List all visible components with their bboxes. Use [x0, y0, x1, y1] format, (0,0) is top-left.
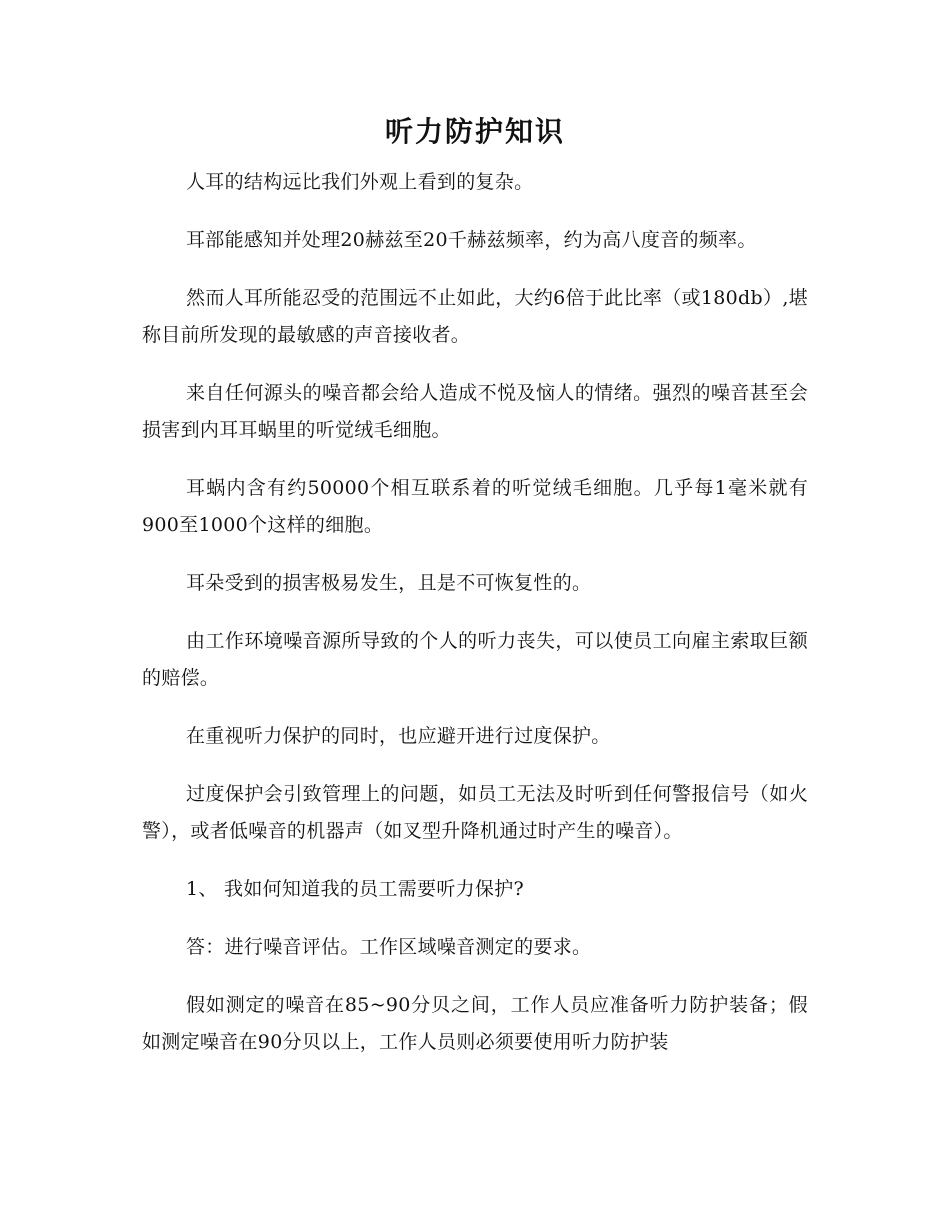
document-body [142, 164, 808, 1082]
paragraph: 人耳的结构远比我们外观上看到的复杂。 [186, 171, 534, 193]
paragraph: 然而人耳所能忍受的范围远不止如此，大约6倍于此比率（或180db）,堪称目前所发现的最敏感的声音接收者。 [142, 287, 808, 346]
paragraph: 假如测定的噪音在85~90分贝之间，工作人员应准备听力防护装备；假如测定噪音在90分贝以上，工作人员则必须要使用听力防护装 [142, 994, 808, 1053]
paragraph: 来自任何源头的噪音都会给人造成不悦及恼人的情绪。强烈的噪音甚至会损害到内耳耳蜗里的听觉绒毛细胞。 [142, 382, 808, 441]
paragraph: 耳朵受到的损害极易发生，且是不可恢复性的。 [186, 572, 592, 594]
paragraph: 在重视听力保护的同时，也应避开进行过度保护。 [186, 725, 611, 747]
document-title: 听力防护知识 [384, 115, 565, 148]
paragraph: 耳部能感知并处理20赫兹至20千赫兹频率，约为高八度音的频率。 [186, 229, 757, 251]
paragraph: 过度保护会引致管理上的问题，如员工无法及时听到任何警报信号（如火警），或者低噪音的机器声（如叉型升降机通过时产生的噪音）。 [142, 783, 808, 842]
paragraph: 由工作环境噪音源所导致的个人的听力丧失，可以使员工向雇主索取巨额的赔偿。 [142, 630, 808, 689]
paragraph: 耳蜗内含有约50000个相互联系着的听觉绒毛细胞。几乎每1毫米就有900至1000个这样的细胞。 [142, 477, 808, 536]
answer-paragraph: 答：进行噪音评估。工作区域噪音测定的要求。 [186, 936, 592, 958]
question-heading: 1、 我如何知道我的员工需要听力保护? [186, 878, 525, 900]
